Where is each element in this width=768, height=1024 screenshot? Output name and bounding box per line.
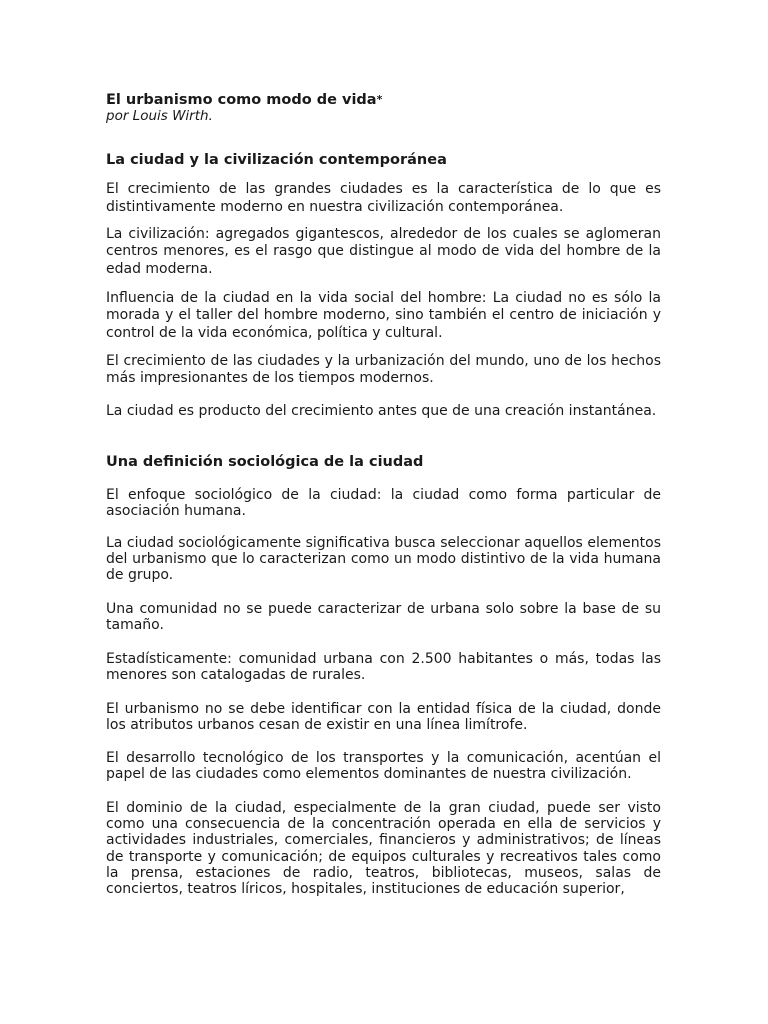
paragraph: La civilización: agregados gigantescos, alrededor de los cuales se aglomeran centros menores, es el rasgo que distingue al modo de vida del hombre de la edad moderna.	[106, 226, 661, 277]
paragraph: El desarrollo tecnológico de los transportes y la comunicación, acentúan el papel de las ciudades como elementos dominantes de nuestra civilización.	[106, 750, 661, 783]
paragraph: El dominio de la ciudad, especialmente de la gran ciudad, puede ser visto como una consecuencia de la concentración operada en ella de servicios y actividades industriales, comerciales, financieros y administrativos; de líneas de transporte y comunicación; de equipos culturales y recreativos tales como la prensa, estaciones de radio, teatros, bibliotecas, museos, salas de conciertos, teatros líricos, hospitales, instituciones de educación superior,	[106, 800, 661, 898]
document-author: por Louis Wirth.	[106, 108, 213, 124]
paragraph: El enfoque sociológico de la ciudad: la ciudad como forma particular de asociación humana.	[106, 487, 661, 520]
section-heading: La ciudad y la civilización contemporánea	[106, 152, 447, 168]
paragraph: La ciudad es producto del crecimiento antes que de una creación instantánea.	[106, 403, 657, 419]
paragraph: El urbanismo no se debe identificar con la entidad física de la ciudad, donde los atributos urbanos cesan de existir en una línea limítrofe.	[106, 701, 661, 734]
paragraph: El crecimiento de las grandes ciudades es la característica de lo que es distintivamente moderno en nuestra civilización contemporánea.	[106, 181, 661, 215]
paragraph: Una comunidad no se puede caracterizar de urbana solo sobre la base de su tamaño.	[106, 601, 661, 634]
paragraph: Estadísticamente: comunidad urbana con 2.500 habitantes o más, todas las menores son catalogadas de rurales.	[106, 651, 661, 684]
title-footnote-mark: *	[376, 93, 383, 106]
paragraph: Influencia de la ciudad en la vida social del hombre: La ciudad no es sólo la morada y el taller del hombre moderno, sino también el centro de iniciación y control de la vida económica, política y cultural.	[106, 290, 661, 341]
section-heading: Una definición sociológica de la ciudad	[106, 454, 424, 470]
paragraph: El crecimiento de las ciudades y la urbanización del mundo, uno de los hechos más impresionantes de los tiempos modernos.	[106, 353, 661, 387]
document-title: El urbanismo como modo de vida*	[106, 92, 383, 108]
paragraph: La ciudad sociológicamente significativa busca seleccionar aquellos elementos del urbanismo que lo caracterizan como un modo distintivo de la vida humana de grupo.	[106, 535, 661, 584]
